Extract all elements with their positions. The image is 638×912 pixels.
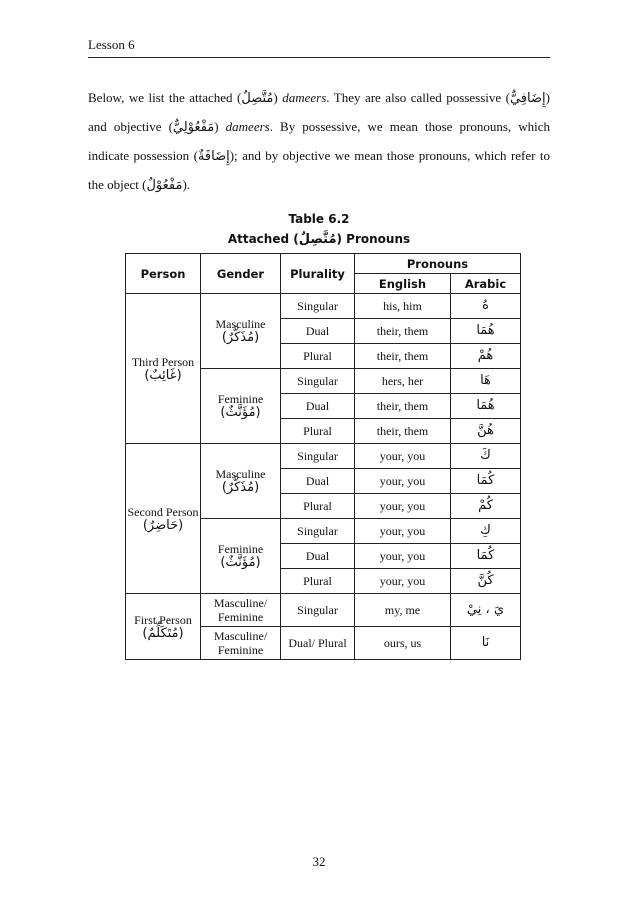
arabic-term: مَفْعُوْلِيٌّ	[172, 120, 215, 135]
english-cell: ours, us	[355, 627, 451, 660]
english-cell: your, you	[355, 569, 451, 594]
person-arabic: (حَاضِرٌ)	[142, 517, 184, 533]
table-row	[126, 444, 521, 469]
paragraph-text: . They are also called possessive (	[326, 90, 510, 105]
gender-label: Masculine	[215, 317, 266, 331]
header-pronouns: Pronouns	[355, 254, 521, 274]
gender-arabic: (مُؤَنَّثٌ)	[220, 555, 261, 570]
arabic-cell: كُمْ	[451, 494, 521, 519]
arabic-cell: كُنَّ	[451, 569, 521, 594]
gender-arabic: (مُؤَنَّثٌ)	[220, 405, 261, 420]
plurality-cell: Plural	[281, 569, 355, 594]
paragraph-text: ).	[182, 177, 191, 192]
plurality-cell: Singular	[281, 369, 355, 394]
english-cell: your, you	[355, 469, 451, 494]
gender-label: Feminine	[217, 542, 264, 556]
arabic-cell: كَ	[451, 444, 521, 469]
table-row	[126, 594, 521, 627]
person-label: Third Person	[131, 354, 195, 369]
gender-cell	[201, 444, 281, 519]
plurality-cell: Dual	[281, 544, 355, 569]
gender-arabic: (مُذَكَّرٌ)	[221, 480, 260, 495]
gender-label: Masculine	[215, 467, 266, 481]
english-cell: your, you	[355, 444, 451, 469]
header-person: Person	[126, 254, 201, 294]
arabic-cell: كُمَا	[451, 544, 521, 569]
pronoun-table	[125, 253, 521, 660]
plurality-cell: Dual	[281, 469, 355, 494]
english-cell: hers, her	[355, 369, 451, 394]
plurality-cell: Plural	[281, 494, 355, 519]
person-arabic: (غَائِبٌ)	[144, 367, 182, 383]
plurality-cell: Plural	[281, 344, 355, 369]
arabic-term: مَفْعُوْلٌ	[146, 178, 183, 193]
gender-arabic: (مُذَكَّرٌ)	[221, 330, 260, 345]
gender-label: Feminine	[217, 392, 264, 406]
person-arabic: (مُتَكَلِّمٌ)	[142, 625, 184, 641]
header-rule	[88, 57, 550, 58]
table-caption-number: Table 6.2	[288, 212, 350, 226]
english-cell: my, me	[355, 594, 451, 627]
gender-cell	[201, 519, 281, 594]
header-plurality: Plurality	[281, 254, 355, 294]
plurality-cell: Dual	[281, 394, 355, 419]
english-cell: your, you	[355, 519, 451, 544]
plurality-cell: Dual	[281, 319, 355, 344]
header-gender: Gender	[201, 254, 281, 294]
plurality-cell: Singular	[281, 519, 355, 544]
paragraph-text: ); and by objective we mean those pronouns, which refer to the object (	[88, 148, 551, 192]
english-cell: your, you	[355, 544, 451, 569]
arabic-cell: هَا	[451, 369, 521, 394]
caption-text: Attached (	[227, 232, 299, 246]
plurality-cell: Dual/ Plural	[281, 627, 355, 660]
arabic-cell: هُمَا	[451, 394, 521, 419]
plurality-cell: Singular	[281, 594, 355, 627]
arabic-cell: هُمَا	[451, 319, 521, 344]
emphasis-term: dameers	[225, 119, 270, 134]
arabic-cell: نَا	[451, 627, 521, 660]
arabic-cell: هُ	[451, 294, 521, 319]
paragraph-text: Below, we list the attached (	[88, 90, 242, 105]
table-row	[126, 294, 521, 319]
arabic-term: مُتَّصِلٌ	[241, 91, 274, 106]
arabic-cell: هُنَّ	[451, 419, 521, 444]
gender-cell	[201, 369, 281, 444]
paragraph-text: ) and objective (	[88, 90, 550, 134]
english-cell: your, you	[355, 494, 451, 519]
english-cell: their, them	[355, 419, 451, 444]
person-cell	[126, 294, 201, 444]
caption-arabic: مُتَّصِلٌ	[298, 232, 337, 247]
table-header-row	[126, 254, 521, 274]
gender-cell: Masculine/ Feminine	[201, 594, 281, 627]
paragraph-text: . By possessive, we mean those pronouns, which indicate possession (	[88, 119, 551, 163]
english-cell: their, them	[355, 344, 451, 369]
arabic-cell: يَ ، نِيْ	[451, 594, 521, 627]
arabic-cell: كُمَا	[451, 469, 521, 494]
arabic-cell: كِ	[451, 519, 521, 544]
arabic-term: إِضَافِيٌّ	[509, 91, 546, 106]
header-english: English	[355, 274, 451, 294]
english-cell: their, them	[355, 394, 451, 419]
paragraph-text: )	[214, 119, 226, 134]
person-label: Second Person	[127, 504, 199, 519]
gender-cell	[201, 294, 281, 369]
english-cell: his, him	[355, 294, 451, 319]
header-arabic: Arabic	[451, 274, 521, 294]
table-caption-title	[0, 232, 638, 247]
arabic-term: إِضَافَةٌ	[197, 149, 230, 164]
arabic-cell: هُمْ	[451, 344, 521, 369]
running-header: Lesson 6	[88, 37, 135, 52]
person-cell	[126, 594, 201, 660]
caption-text: ) Pronouns	[336, 232, 411, 246]
plurality-cell: Singular	[281, 444, 355, 469]
person-label: First Person	[134, 612, 192, 627]
emphasis-term: dameers	[282, 90, 327, 105]
paragraph-text: )	[273, 90, 283, 105]
person-cell	[126, 444, 201, 594]
plurality-cell: Plural	[281, 419, 355, 444]
english-cell: their, them	[355, 319, 451, 344]
gender-cell: Masculine/ Feminine	[201, 627, 281, 660]
plurality-cell: Singular	[281, 294, 355, 319]
intro-paragraph	[88, 84, 550, 200]
page-number: 32	[312, 854, 326, 869]
